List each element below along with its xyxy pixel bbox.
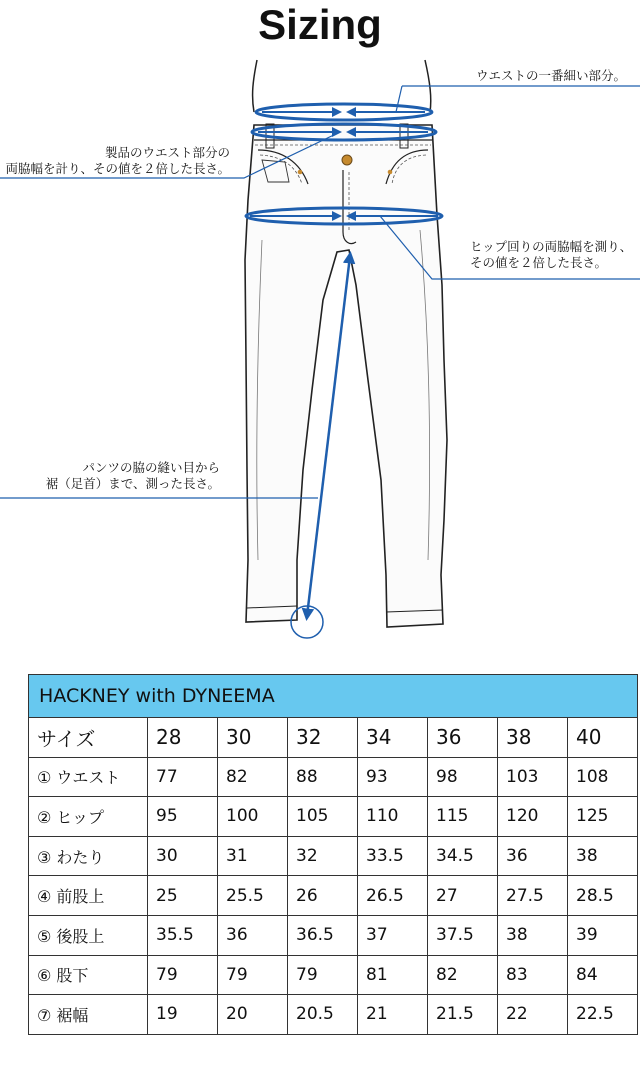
cell: 39 [568,915,638,955]
cell: 108 [568,757,638,797]
cell: 88 [288,757,358,797]
cell: 38 [498,915,568,955]
cell: 125 [568,797,638,837]
cell: 20 [218,995,288,1035]
cell: 36.5 [288,915,358,955]
cell: 98 [428,757,498,797]
cell: 30 [148,836,218,876]
cell: 103 [498,757,568,797]
size-34: 34 [358,718,428,758]
row-label: ③ わたり [29,836,148,876]
row-label: ④ 前股上 [29,876,148,916]
size-40: 40 [568,718,638,758]
cell: 19 [148,995,218,1035]
cell: 22.5 [568,995,638,1035]
table-row [29,797,638,837]
table-row [29,955,638,995]
table-header-row [29,718,638,758]
cell: 28.5 [568,876,638,916]
cell: 120 [498,797,568,837]
cell: 82 [218,757,288,797]
cell: 20.5 [288,995,358,1035]
cell: 37 [358,915,428,955]
note-hip: ヒップ回りの両脇幅を測り、 その値を２倍した長さ。 [470,239,633,270]
cell: 27.5 [498,876,568,916]
cell: 100 [218,797,288,837]
cell: 35.5 [148,915,218,955]
cell: 33.5 [358,836,428,876]
cell: 36 [498,836,568,876]
size-label: サイズ [29,718,148,758]
cell: 82 [428,955,498,995]
cell: 77 [148,757,218,797]
cell: 21.5 [428,995,498,1035]
cell: 93 [358,757,428,797]
cell: 38 [568,836,638,876]
cell: 95 [148,797,218,837]
cell: 27 [428,876,498,916]
cell: 115 [428,797,498,837]
row-label: ⑤ 後股上 [29,915,148,955]
cell: 31 [218,836,288,876]
note-waist-min: ウエストの一番細い部分。 [475,68,626,83]
cell: 25 [148,876,218,916]
table-title: HACKNEY with DYNEEMA [29,675,638,718]
size-38: 38 [498,718,568,758]
page-title: Sizing [258,1,382,48]
cell: 32 [288,836,358,876]
cell: 79 [288,955,358,995]
cell: 26 [288,876,358,916]
cell: 110 [358,797,428,837]
cell: 37.5 [428,915,498,955]
cell: 34.5 [428,836,498,876]
note-inseam: パンツの脇の縫い目から 裾（足首）まで、測った長さ。 [45,460,220,491]
table-row [29,757,638,797]
cell: 79 [218,955,288,995]
cell: 22 [498,995,568,1035]
row-label: ② ヒップ [29,797,148,837]
size-32: 32 [288,718,358,758]
row-label: ① ウエスト [29,757,148,797]
cell: 83 [498,955,568,995]
cell: 25.5 [218,876,288,916]
size-36: 36 [428,718,498,758]
button [342,155,352,165]
torso-outline [253,60,257,112]
size-28: 28 [148,718,218,758]
table-row [29,995,638,1035]
table-row [29,836,638,876]
cell: 79 [148,955,218,995]
cell: 36 [218,915,288,955]
size-table [28,674,638,1035]
size-30: 30 [218,718,288,758]
row-label: ⑥ 股下 [29,955,148,995]
cell: 105 [288,797,358,837]
pants-outline [245,125,447,627]
jeans-illustration [0,50,640,650]
cell: 84 [568,955,638,995]
table-row [29,915,638,955]
cell: 81 [358,955,428,995]
cell: 21 [358,995,428,1035]
table-row [29,876,638,916]
cell: 26.5 [358,876,428,916]
note-waist-product: 製品のウエスト部分の 両脇幅を計り、その値を２倍した長さ。 [5,145,230,176]
row-label: ⑦ 裾幅 [29,995,148,1035]
